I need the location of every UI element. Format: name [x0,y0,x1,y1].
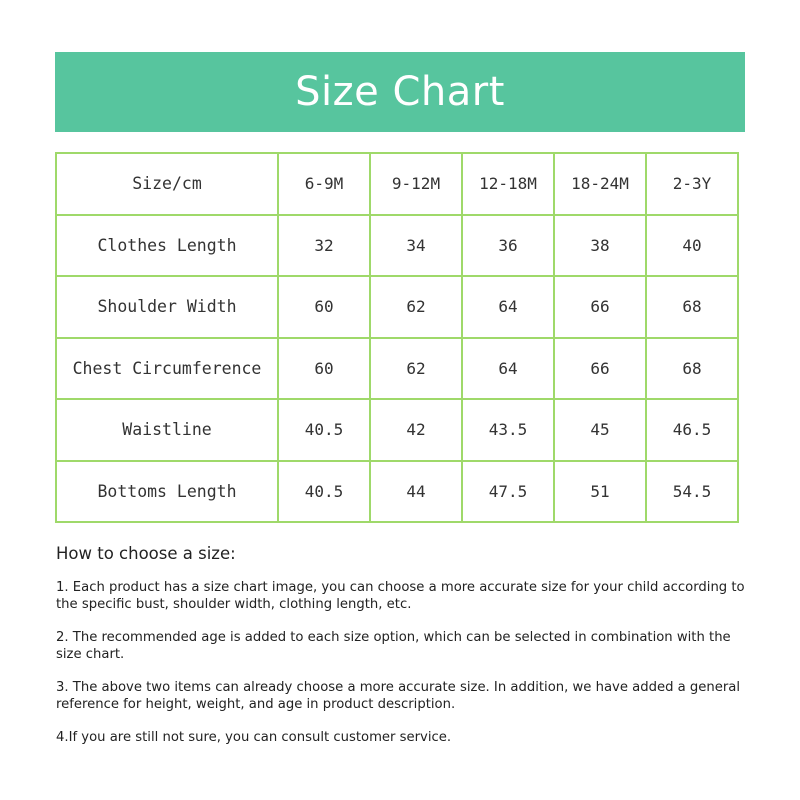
table-cell: 60 [278,276,370,338]
table-header-row [56,153,738,215]
table-cell: 54.5 [646,461,738,523]
size-guide [56,544,746,762]
table-cell: 45 [554,399,646,461]
row-label: Bottoms Length [56,461,278,523]
header-cell: Size/cm [56,153,278,215]
table-cell: 46.5 [646,399,738,461]
table-cell: 44 [370,461,462,523]
table-row [56,215,738,277]
table-cell: 38 [554,215,646,277]
row-label: Shoulder Width [56,276,278,338]
table-cell: 32 [278,215,370,277]
table-cell: 68 [646,276,738,338]
header-cell: 6-9M [278,153,370,215]
table-cell: 47.5 [462,461,554,523]
table-cell: 62 [370,338,462,400]
header-cell: 12-18M [462,153,554,215]
table-cell: 60 [278,338,370,400]
table-row [56,276,738,338]
guide-tip: 1. Each product has a size chart image, you can choose a more accurate size for your child according to the specific bust, shoulder width, clothing length, etc. [56,580,745,612]
guide-heading: How to choose a size: [56,544,236,563]
header-cell: 9-12M [370,153,462,215]
table-cell: 64 [462,276,554,338]
table-row [56,338,738,400]
table-row [56,461,738,523]
row-label: Chest Circumference [56,338,278,400]
table-cell: 64 [462,338,554,400]
table-cell: 66 [554,338,646,400]
table-cell: 42 [370,399,462,461]
table-cell: 40.5 [278,399,370,461]
size-table [55,152,739,523]
guide-tip: 4.If you are still not sure, you can consult customer service. [56,730,452,745]
page-title: Size Chart [295,69,505,115]
table-cell: 40.5 [278,461,370,523]
table-row [56,399,738,461]
table-cell: 62 [370,276,462,338]
table-cell: 36 [462,215,554,277]
table-cell: 66 [554,276,646,338]
table-cell: 68 [646,338,738,400]
row-label: Clothes Length [56,215,278,277]
table-cell: 43.5 [462,399,554,461]
guide-tip: 2. The recommended age is added to each size option, which can be selected in combination with the size chart. [56,630,731,662]
table-cell: 34 [370,215,462,277]
table-cell: 40 [646,215,738,277]
table-cell: 51 [554,461,646,523]
size-chart-banner [55,52,745,132]
guide-tip: 3. The above two items can already choose a more accurate size. In addition, we have added a general reference for height, weight, and age in product description. [56,680,741,712]
row-label: Waistline [56,399,278,461]
header-cell: 18-24M [554,153,646,215]
header-cell: 2-3Y [646,153,738,215]
